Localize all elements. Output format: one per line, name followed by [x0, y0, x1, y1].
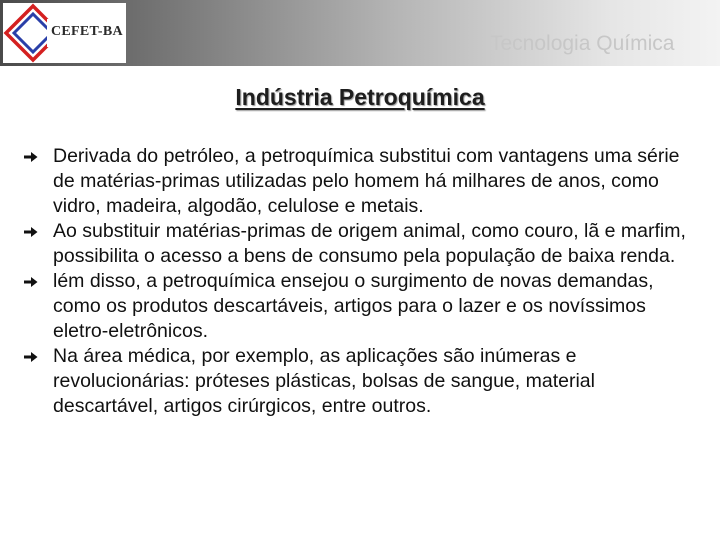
right-arrow-icon	[24, 351, 38, 363]
right-arrow-icon	[24, 151, 38, 163]
bullet-item-1	[24, 144, 704, 219]
bullet-item-3	[24, 269, 704, 344]
header-course-name-area	[490, 28, 720, 66]
slide-title-container	[0, 84, 720, 111]
bullet-text: Ao substituir matérias-primas de origem animal, como couro, lã e marfim, possibilita o acesso a bens de consumo pela população de baixa renda.	[53, 220, 686, 267]
logo-text: CEFET-BA	[51, 24, 123, 39]
right-arrow-icon	[24, 226, 38, 238]
header-course-name: Tecnologia Química	[490, 32, 675, 55]
bullet-item-4	[24, 344, 704, 419]
bullet-list	[24, 144, 704, 419]
logo	[3, 3, 126, 63]
bullet-text: Derivada do petróleo, a petroquímica substitui com vantagens uma série de matérias-primas utilizadas pelo homem há milhares de anos, como vidro, madeira, algodão, celulose e metais.	[53, 145, 680, 217]
bullet-text: Na área médica, por exemplo, as aplicações são inúmeras e revolucionárias: próteses plásticas, bolsas de sangue, material descartável, artigos cirúrgicos, entre outros.	[53, 345, 595, 417]
bullet-text: lém disso, a petroquímica ensejou o surgimento de novas demandas, como os produtos descartáveis, artigos para o lazer e os novíssimos eletro-eletrônicos.	[53, 270, 654, 342]
bullet-item-2	[24, 219, 704, 269]
header-band	[0, 0, 720, 66]
right-arrow-icon	[24, 276, 38, 288]
slide-title: Indústria Petroquímica	[235, 84, 485, 110]
